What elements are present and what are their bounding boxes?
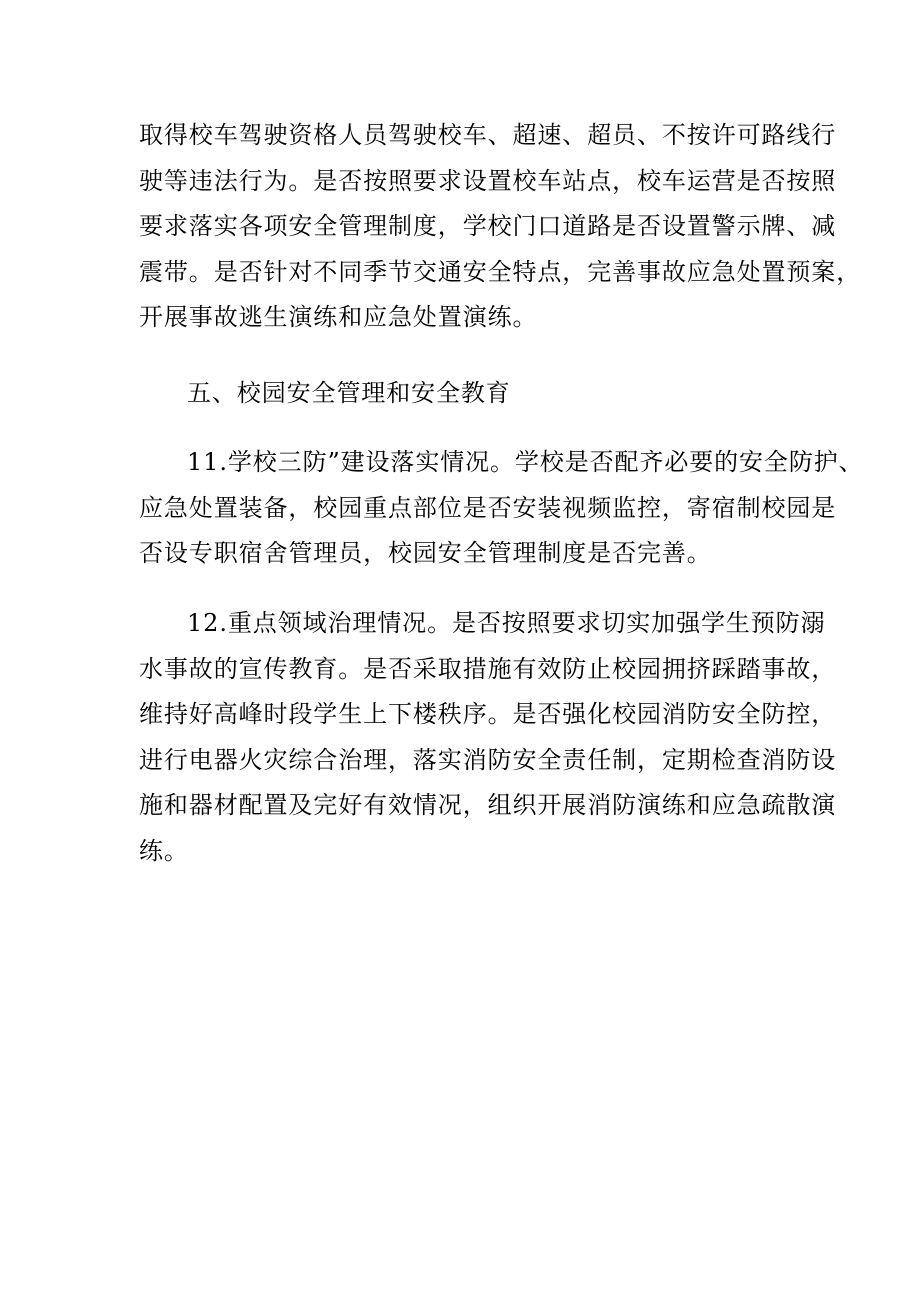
paragraph-school-bus-safety — [139, 113, 862, 341]
text-line: 否设专职宿舍管理员，校园安全管理制度是否完善。 — [139, 539, 712, 568]
text-line: 施和器材配置及完好有效情况，组织开展消防演练和应急疏散演 — [139, 791, 837, 820]
text-line: 震带。是否针对不同季节交通安全特点，完善事故应急处置预案， — [139, 257, 862, 286]
text-line: 取得校车驾驶资格人员驾驶校车、超速、超员、不按许可路线行 — [139, 121, 837, 149]
text-line: 开展事故逃生演练和应急处置演练。 — [139, 303, 538, 332]
section-heading — [139, 371, 789, 417]
text-line: 练。 — [139, 836, 189, 865]
text-line: 要求落实各项安全管理制度，学校门口道路是否设置警示牌、减 — [139, 212, 837, 241]
section-heading-text: 五、校园安全管理和安全教育 — [187, 379, 511, 407]
text-line: 驶等违法行为。是否按照要求设置校车站点，校车运营是否按照 — [139, 166, 837, 195]
text-line: 进行电器火灾综合治理，落实消防安全责任制，定期检查消防设 — [139, 745, 837, 774]
paragraph-item-11 — [139, 440, 864, 577]
text-line: 水事故的宣传教育。是否采取措施有效防止校园拥挤踩踏事故， — [139, 654, 837, 683]
text-line: 12.重点领域治理情况。是否按照要求切实加强学生预防溺 — [187, 609, 826, 637]
text-line: 应急处置装备，校园重点部位是否安装视频监控，寄宿制校园是 — [139, 493, 837, 522]
paragraph-item-12 — [139, 601, 837, 875]
text-line: 11.学校三防”建设落实情况。学校是否配齐必要的安全防护、 — [187, 448, 864, 476]
text-line: 维持好高峰时段学生上下楼秩序。是否强化校园消防安全防控， — [139, 700, 837, 729]
